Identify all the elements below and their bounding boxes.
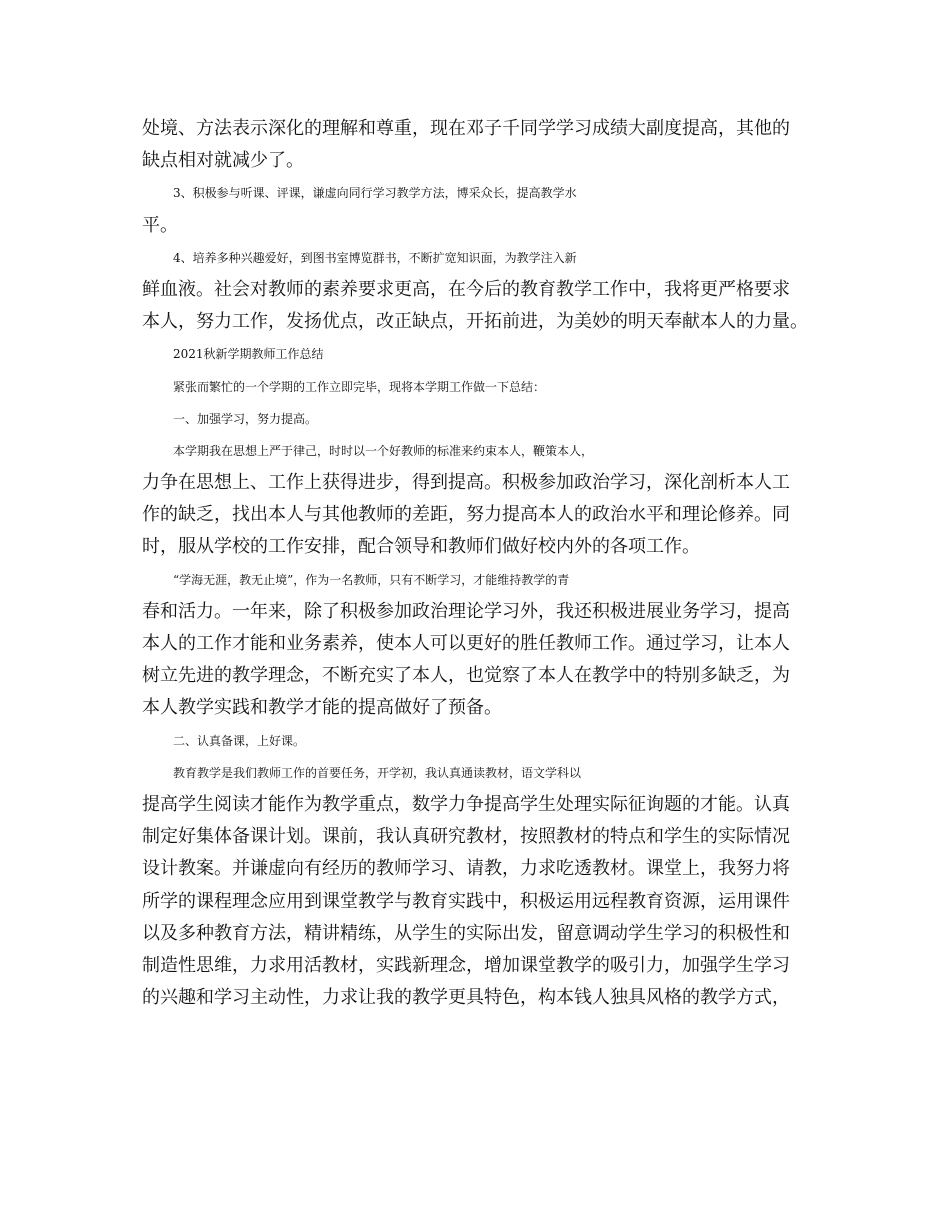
text-line: 2021秋新学期教师工作总结 — [173, 347, 324, 362]
text-line: 时，服从学校的工作安排，配合领导和教师们做好校内外的各项工作。 — [142, 536, 700, 558]
text-line: 教育教学是我们教师工作的首要任务，开学初，我认真通读教材，语文学科以 — [173, 765, 582, 780]
text-line: 本人教学实践和教学才能的提高做好了预备。 — [142, 697, 502, 719]
text-line: 设计教案。并谦虚向有经历的教师学习、请教，力求吃透教材。课堂上，我努力将 — [142, 858, 790, 880]
text-line: 本人的工作才能和业务素养，使本人可以更好的胜任教师工作。通过学习，让本人 — [142, 633, 790, 654]
text-line: 处境、方法表示深化的理解和尊重，现在邓子千同学学习成绩大副度提高，其他的 — [142, 118, 790, 139]
text-line: 本学期我在思想上严于律己，时时以一个好教师的标准来约束本人，鞭策本人， — [173, 443, 594, 458]
text-line: 春和活力。一年来，除了积极参加政治理论学习外，我还积极进展业务学习，提高 — [142, 600, 790, 622]
text-line: 鲜血液。社会对教师的素养要求更高，在今后的教育教学工作中，我将更严格要求 — [142, 278, 790, 300]
text-line: 4、培养多种兴趣爱好，到图书室博览群书，不断扩宽知识面，为教学注入新 — [173, 250, 577, 265]
document-body — [142, 113, 822, 1014]
text-line: 力争在思想上、工作上获得进步，得到提高。积极参加政治学习，深化剖析本人工 — [142, 472, 790, 494]
text-line: “学海无涯，教无止境”，作为一名教师，只有不断学习，才能维持教学的青 — [173, 572, 570, 587]
text-line: 本人，努力工作，发扬优点，改正缺点，开拓前进，为美妙的明天奉献本人的力量。 — [142, 311, 808, 333]
text-line: 平。 — [142, 214, 178, 236]
text-line: 树立先进的教学理念，不断充实了本人，也觉察了本人在教学中的特别多缺乏，为 — [142, 665, 790, 687]
text-line: 以及多种教育方法，精讲精练，从学生的实际出发，留意调动学生学习的积极性和 — [142, 922, 790, 944]
text-line: 制定好集体备课计划。课前，我认真研究教材，按照教材的特点和学生的实际情况 — [142, 826, 790, 848]
text-line: 的兴趣和学习主动性，力求让我的教学更具特色，构本钱人独具风格的教学方式， — [142, 987, 790, 1009]
text-line: 二、认真备课，上好课。 — [173, 733, 306, 748]
text-line: 所学的课程理念应用到课堂教学与教育实践中，积极运用远程教育资源，运用课件 — [142, 890, 790, 912]
text-line: 紧张而繁忙的一个学期的工作立即完毕，现将本学期工作做一下总结： — [173, 379, 546, 394]
text-line: 作的缺乏，找出本人与其他教师的差距，努力提高本人的政治水平和理论修养。同 — [142, 504, 790, 526]
text-line: 3、积极参与听课、评课，谦虚向同行学习教学方法，博采众长，提高教学水 — [173, 186, 577, 201]
text-line: 提高学生阅读才能作为教学重点，数学力争提高学生处理实际征询题的才能。认真 — [142, 793, 790, 815]
text-line: 缺点相对就减少了。 — [142, 150, 304, 172]
text-line: 制造性思维，力求用活教材，实践新理念，增加课堂教学的吸引力，加强学生学习 — [142, 954, 790, 976]
text-line: 一、加强学习，努力提高。 — [173, 411, 318, 426]
